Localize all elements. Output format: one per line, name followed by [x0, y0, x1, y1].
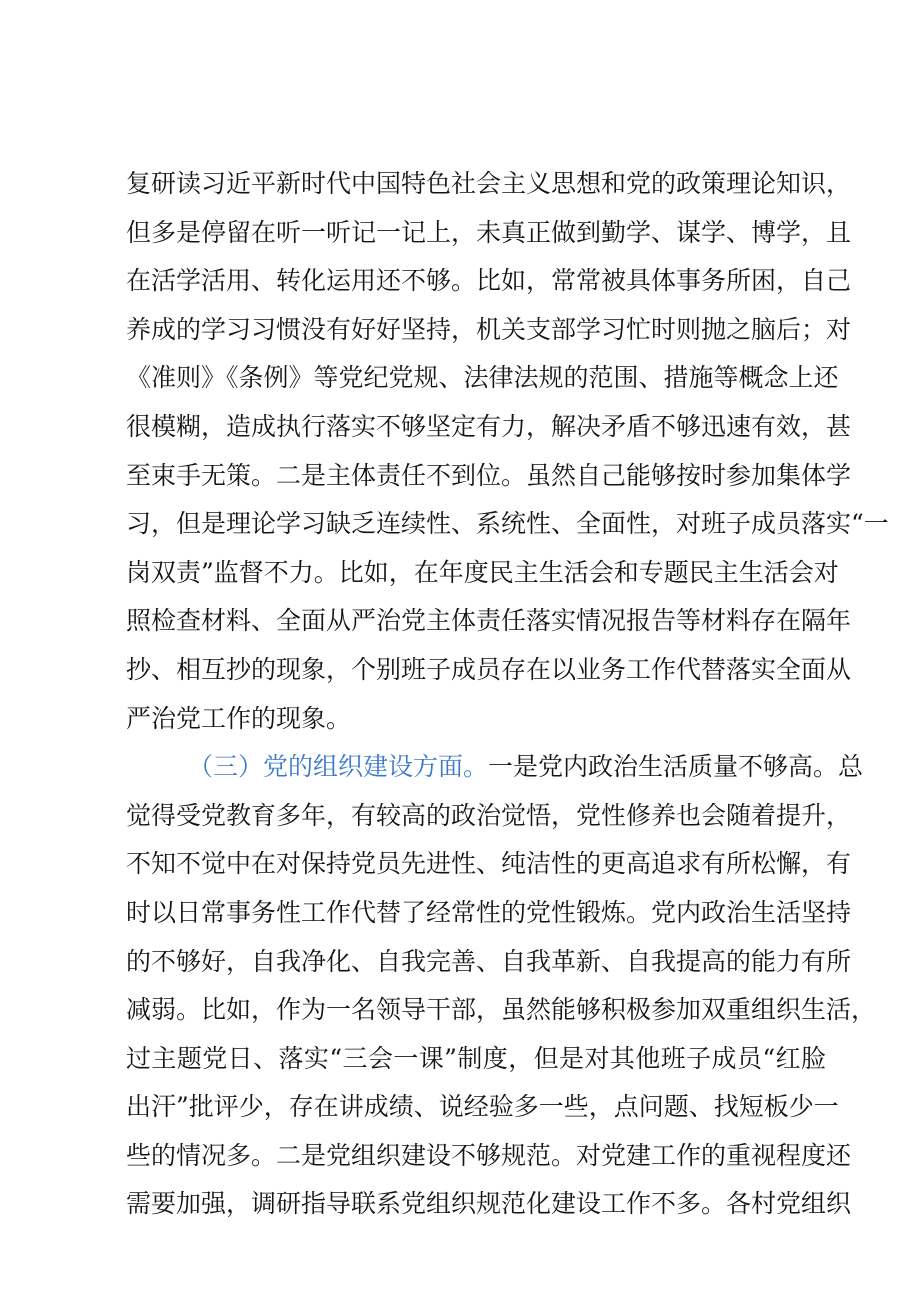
- text-line: 复研读习近平新时代中国特色社会主义思想和党的政策理论知识，: [126, 169, 852, 198]
- text-line: 时以日常事务性工作代替了经常性的党性锻炼。党内政治生活坚持: [126, 897, 852, 927]
- text-line: 岗双责”监督不力。比如，在年度民主生活会和专题民主生活会对: [126, 557, 839, 587]
- document-body: [126, 160, 889, 1229]
- text-line: 很模糊，造成执行落实不够坚定有力，解决矛盾不够迅速有效，甚: [126, 411, 852, 441]
- text-line: 不知不觉中在对保持党员先进性、纯洁性的更高追求有所松懈，有: [126, 849, 852, 879]
- section-heading: （三）党的组织建设方面。: [188, 752, 489, 782]
- text-line-first: [126, 743, 864, 792]
- text-line: 过主题党日、落实“三会一课”制度，但是对其他班子成员“红脸: [126, 1043, 826, 1073]
- text-line: 需要加强，调研指导联系党组织规范化建设工作不多。各村党组织: [126, 1189, 852, 1219]
- text-line: 《准则》《条例》等党纪党规、法律法规的范围、措施等概念上还: [126, 363, 839, 393]
- text-line: 至束手无策。二是主体责任不到位。虽然自己能够按时参加集体学: [126, 460, 852, 490]
- text-span: 一是党内政治生活质量不够高。总: [488, 752, 864, 782]
- text-line: 养成的学习习惯没有好好坚持，机关支部学习忙时则抛之脑后；对: [126, 314, 852, 344]
- paragraph-1: [126, 160, 889, 743]
- text-line: 但多是停留在听一听记一记上，未真正做到勤学、谋学、博学，且: [126, 217, 852, 247]
- text-line: 习，但是理论学习缺乏连续性、系统性、全面性，对班子成员落实“一: [126, 509, 889, 539]
- text-line: 觉得受党教育多年，有较高的政治觉悟，党性修养也会随着提升，: [126, 800, 852, 830]
- text-line: 减弱。比如，作为一名领导干部，虽然能够积极参加双重组织生活，: [126, 995, 877, 1025]
- text-line: 严治党工作的现象。: [126, 703, 352, 733]
- text-line: 的不够好，自我净化、自我完善、自我革新、自我提高的能力有所: [126, 946, 852, 976]
- text-line: 在活学活用、转化运用还不够。比如，常常被具体事务所困，自己: [126, 266, 852, 296]
- text-line: 出汗”批评少，存在讲成绩、说经验多一些，点问题、找短板少一: [126, 1092, 839, 1122]
- text-line: 照检查材料、全面从严治党主体责任落实情况报告等材料存在隔年: [126, 606, 852, 636]
- paragraph-2: [126, 743, 877, 1229]
- text-line: 些的情况多。二是党组织建设不够规范。对党建工作的重视程度还: [126, 1140, 852, 1170]
- text-line: 抄、相互抄的现象，个别班子成员存在以业务工作代替落实全面从: [126, 654, 852, 684]
